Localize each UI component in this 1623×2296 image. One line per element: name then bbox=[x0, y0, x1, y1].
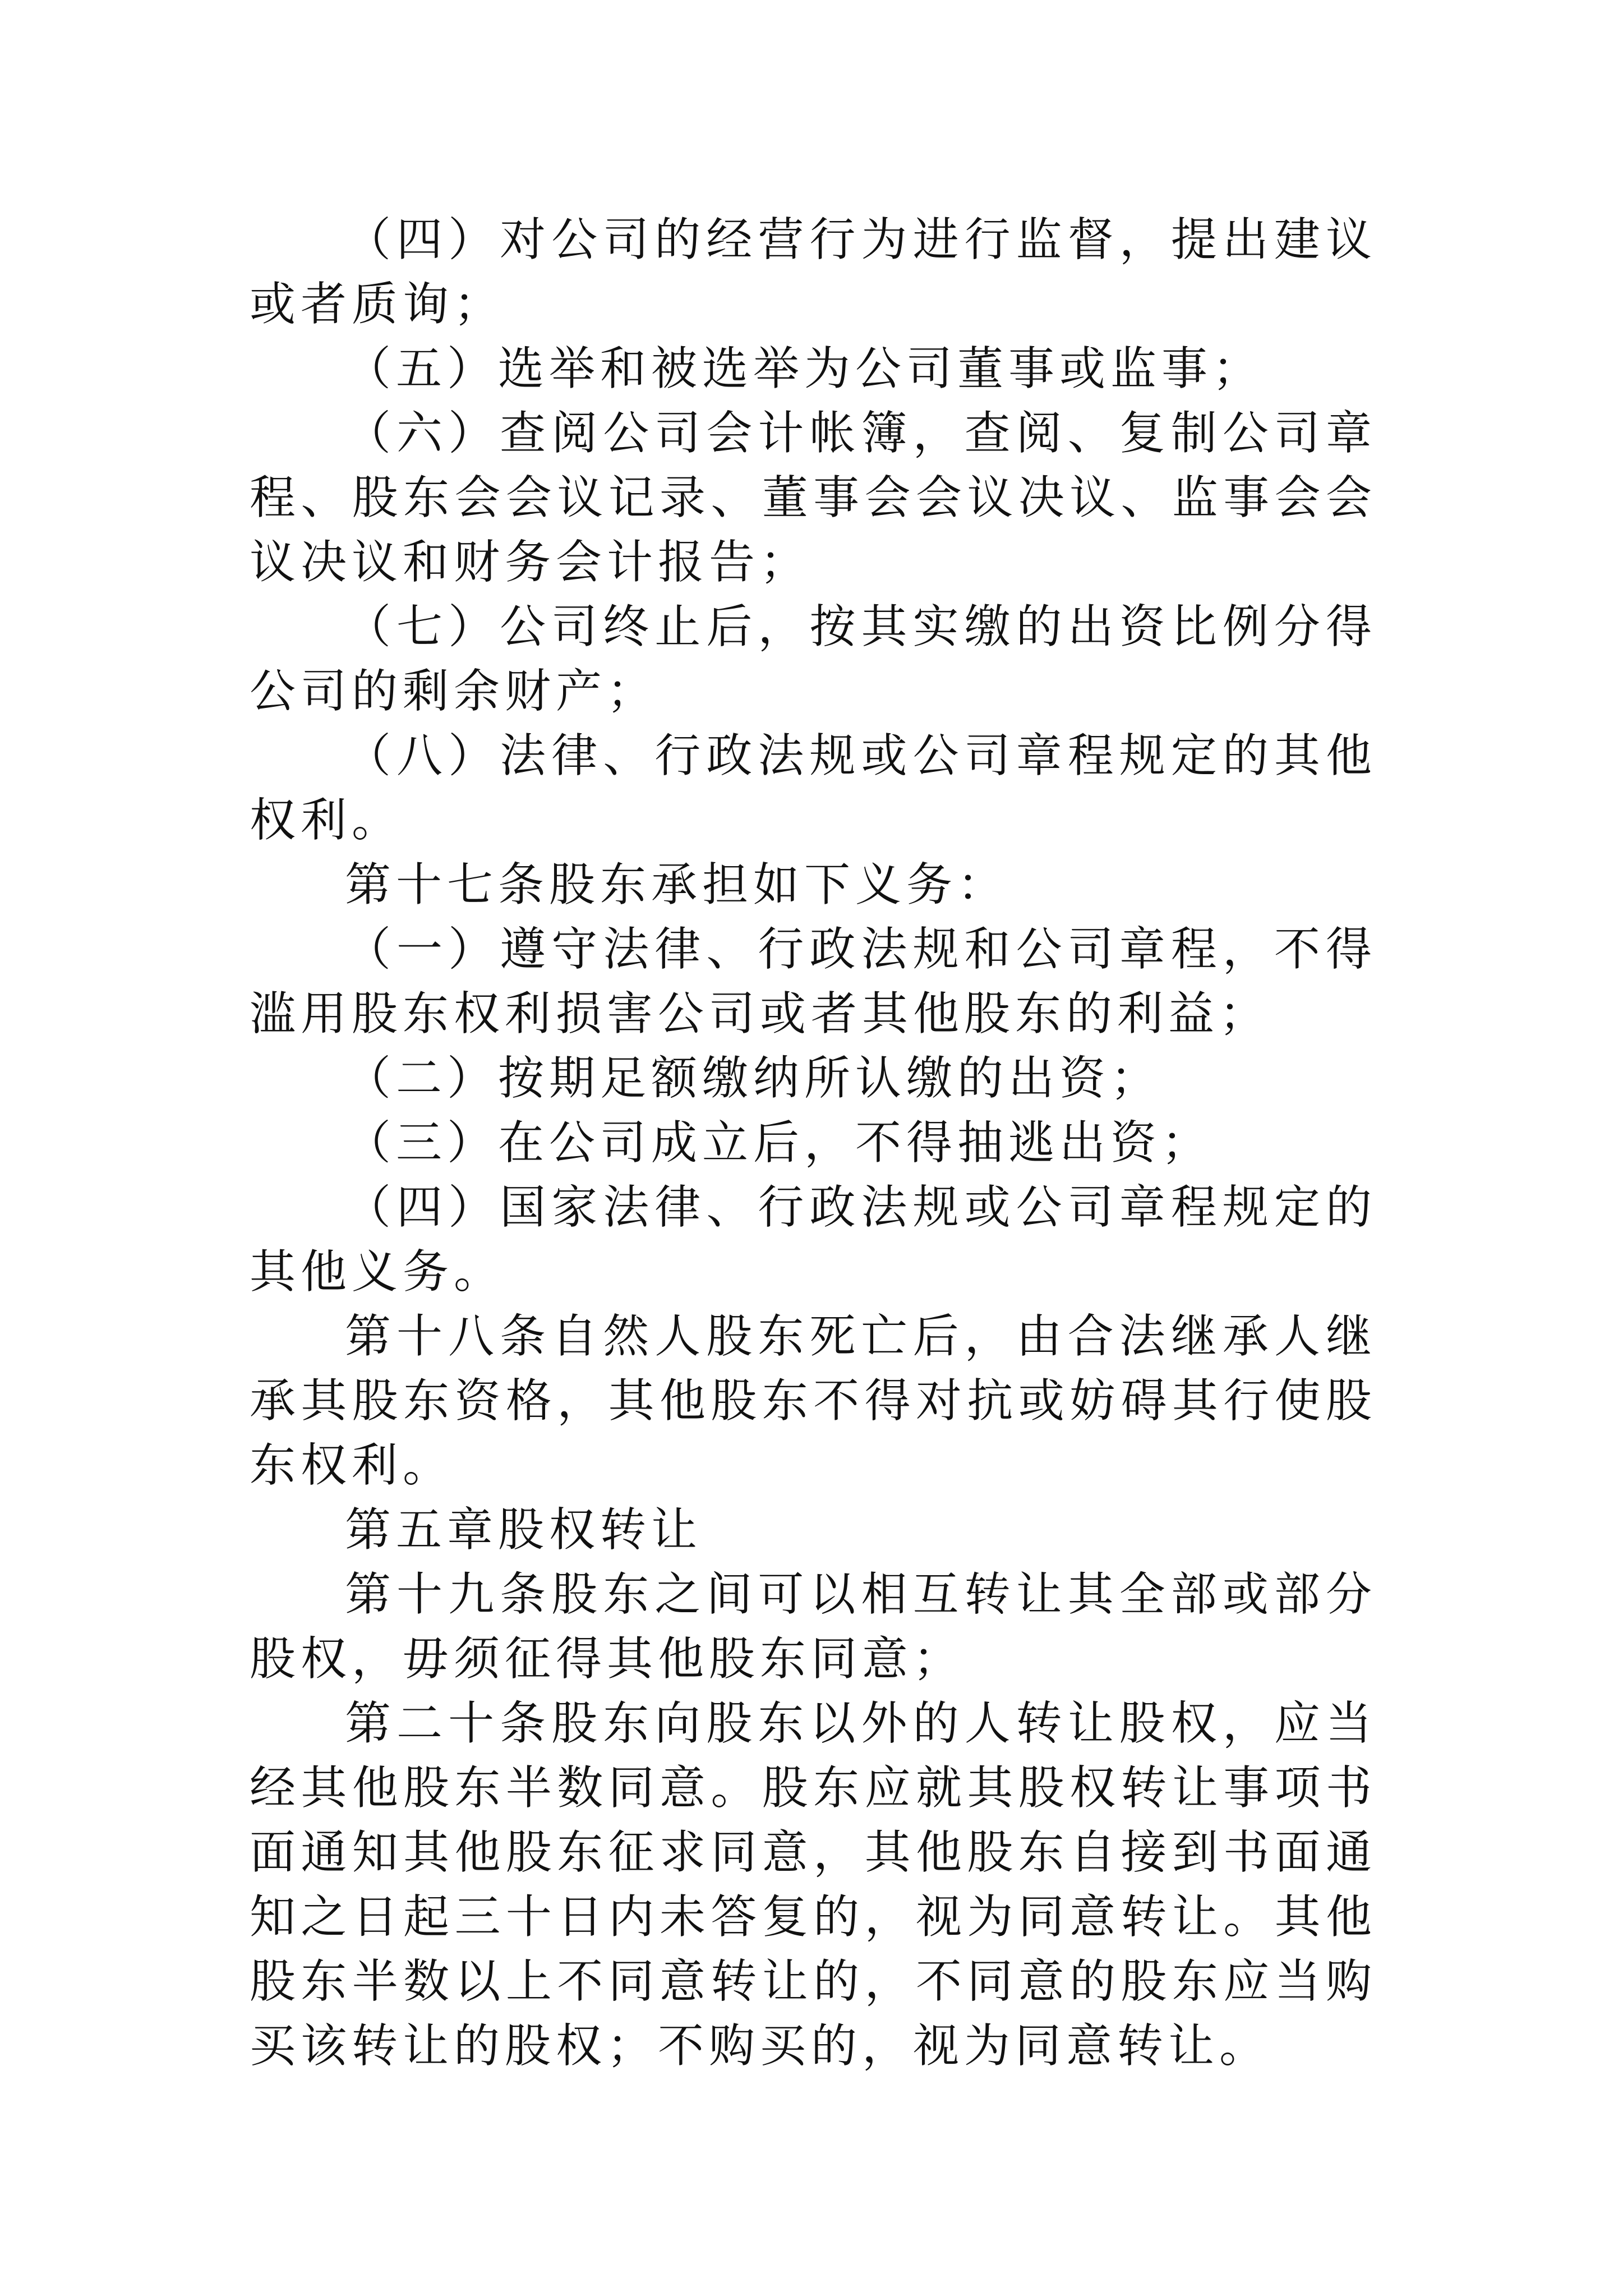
article-20: 第二十条股东向股东以外的人转让股权，应当经其他股东半数同意。股东应就其股权转让事项书面通知其他股东征求同意，其他股东自接到书面通知之日起三十日内未答复的，视为同意转让。其他股东半数以上不同意转让的，不同意的股东应当购买该转让的股权；不购买的，视为同意转让。 bbox=[250, 1697, 1377, 2073]
article-17-heading: 第十七条股东承担如下义务： bbox=[345, 858, 1009, 912]
document-body bbox=[250, 208, 1377, 2078]
paragraph-7: （一）遵守法律、行政法规和公司章程，不得滥用股东权利损害公司或者其他股东的利益； bbox=[250, 923, 1377, 1041]
article-18: 第十八条自然人股东死亡后，由合法继承人继承其股东资格，其他股东不得对抗或妨碍其行使股东权利。 bbox=[250, 1310, 1377, 1492]
chapter-5-heading: 第五章股权转让 bbox=[345, 1503, 703, 1557]
paragraph-2: （五）选举和被选举为公司董事或监事； bbox=[345, 342, 1264, 395]
paragraph-8: （二）按期足额缴纳所认缴的出资； bbox=[345, 1052, 1162, 1105]
paragraph-9: （三）在公司成立后，不得抽逃出资； bbox=[345, 1116, 1213, 1170]
paragraph-1: （四）对公司的经营行为进行监督，提出建议或者质询； bbox=[250, 213, 1377, 331]
paragraph-5: （八）法律、行政法规或公司章程规定的其他权利。 bbox=[250, 729, 1377, 847]
paragraph-4: （七）公司终止后，按其实缴的出资比例分得公司的剩余财产； bbox=[250, 600, 1377, 718]
paragraph-3: （六）查阅公司会计帐簿，查阅、复制公司章程、股东会会议记录、董事会会议决议、监事会会议决议和财务会计报告； bbox=[250, 407, 1377, 589]
paragraph-10: （四）国家法律、行政法规或公司章程规定的其他义务。 bbox=[250, 1181, 1377, 1299]
article-19: 第十九条股东之间可以相互转让其全部或部分股权，毋须征得其他股东同意； bbox=[250, 1568, 1377, 1686]
